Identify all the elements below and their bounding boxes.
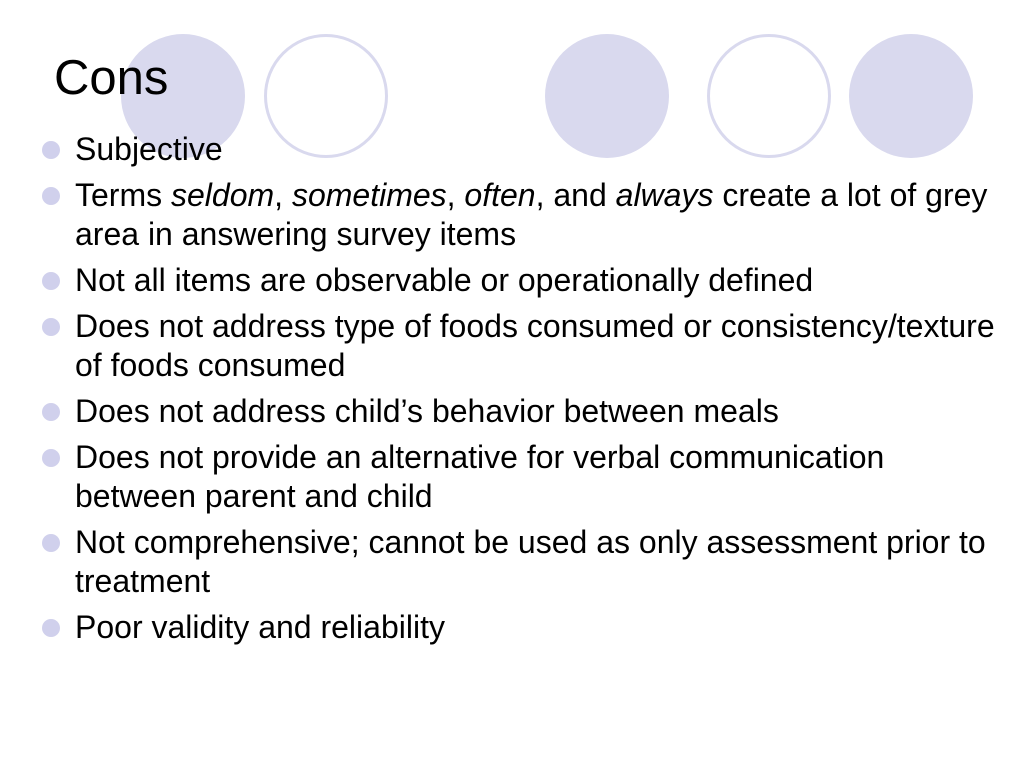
bullet-text-segment: , — [274, 177, 292, 213]
bullet-item — [38, 523, 998, 601]
bullet-dot-icon — [42, 449, 60, 467]
bullet-text-emphasis: sometimes — [291, 177, 447, 213]
bullet-item — [38, 392, 998, 431]
bullet-text-segment: , — [446, 177, 465, 213]
bullet-text: Subjective — [75, 131, 223, 167]
bullet-item — [38, 438, 998, 516]
bullet-text: Does not provide an alternative for verbal communication between parent and child — [75, 439, 885, 514]
bullet-text-segment: create a lot of grey area in answering survey items — [75, 177, 988, 252]
bullet-text: Not all items are observable or operationally defined — [75, 262, 814, 298]
bullet-item — [38, 130, 998, 169]
bullet-dot-icon — [42, 619, 60, 637]
bullet-item — [38, 307, 998, 385]
bullet-item — [38, 176, 998, 254]
bullet-text-emphasis: seldom — [171, 177, 275, 213]
bullet-item — [38, 261, 998, 300]
bullet-dot-icon — [42, 534, 60, 552]
bullet-text: Poor validity and reliability — [75, 609, 445, 645]
bullet-dot-icon — [42, 318, 60, 336]
bullet-dot-icon — [42, 187, 60, 205]
bullet-text — [75, 177, 987, 252]
bullet-dot-icon — [42, 141, 60, 159]
bullet-text-segment: , and — [535, 177, 616, 213]
bullet-text-emphasis: often — [464, 177, 536, 213]
bullet-text: Does not address type of foods consumed or consistency/texture of foods consumed — [75, 308, 995, 383]
bullet-dot-icon — [42, 272, 60, 290]
bullet-list — [38, 130, 998, 654]
bullet-dot-icon — [42, 403, 60, 421]
bullet-item — [38, 608, 998, 647]
bullet-text-emphasis: always — [615, 177, 714, 213]
bullet-text-segment: Terms — [75, 177, 171, 213]
slide-title: Cons — [54, 51, 169, 105]
bullet-text: Does not address child’s behavior between meals — [75, 393, 779, 429]
bullet-text: Not comprehensive; cannot be used as only assessment prior to treatment — [75, 524, 986, 599]
